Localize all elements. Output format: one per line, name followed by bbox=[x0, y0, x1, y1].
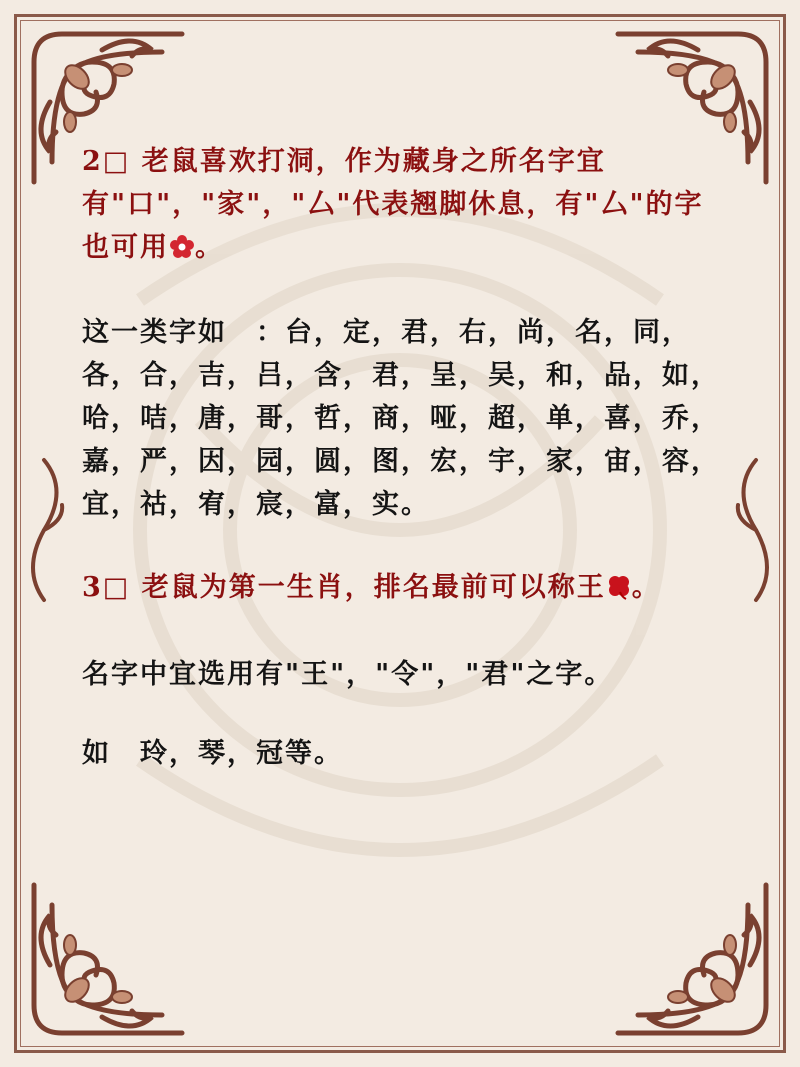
corner-ornament-icon bbox=[22, 875, 192, 1045]
red-four-leaf-clover-icon bbox=[606, 574, 632, 600]
corner-ornament-icon bbox=[608, 875, 778, 1045]
section3-heading-text: 3□ 老鼠为第一生肖，排名最前可以称王 bbox=[82, 572, 606, 603]
section3-examples: 如 玲，琴，冠等。 bbox=[82, 738, 343, 769]
section2-heading bbox=[82, 140, 722, 269]
section2-heading-end: 。 bbox=[195, 232, 224, 263]
red-flower-icon bbox=[169, 234, 195, 260]
side-scroll-ornament-icon bbox=[716, 450, 776, 610]
section3-heading bbox=[82, 566, 722, 609]
section3-heading-end: 。 bbox=[631, 572, 661, 603]
main-text-content bbox=[82, 140, 722, 775]
side-scroll-ornament-icon bbox=[24, 450, 84, 610]
section3-rule: 名字中宜选用有"王"，"令"，"君"之字。 bbox=[82, 659, 614, 690]
section2-examples: 这一类字如 ：台，定，君，右，尚，名，同，各，合，吉，吕，含，君，呈，吴，和，品，如，哈，咭，唐，哥，哲，商，哑，超，单，喜，乔，嘉，严，因，园，圆，图，宏，宇，家，宙，容，宜，祜，宥，宸，富，实。 bbox=[82, 317, 720, 520]
section2-heading-text: 2□ 老鼠喜欢打洞，作为藏身之所名字宜有"口"，"家"，"厶"代表翘脚休息，有"厶"的字也可用 bbox=[82, 146, 704, 263]
